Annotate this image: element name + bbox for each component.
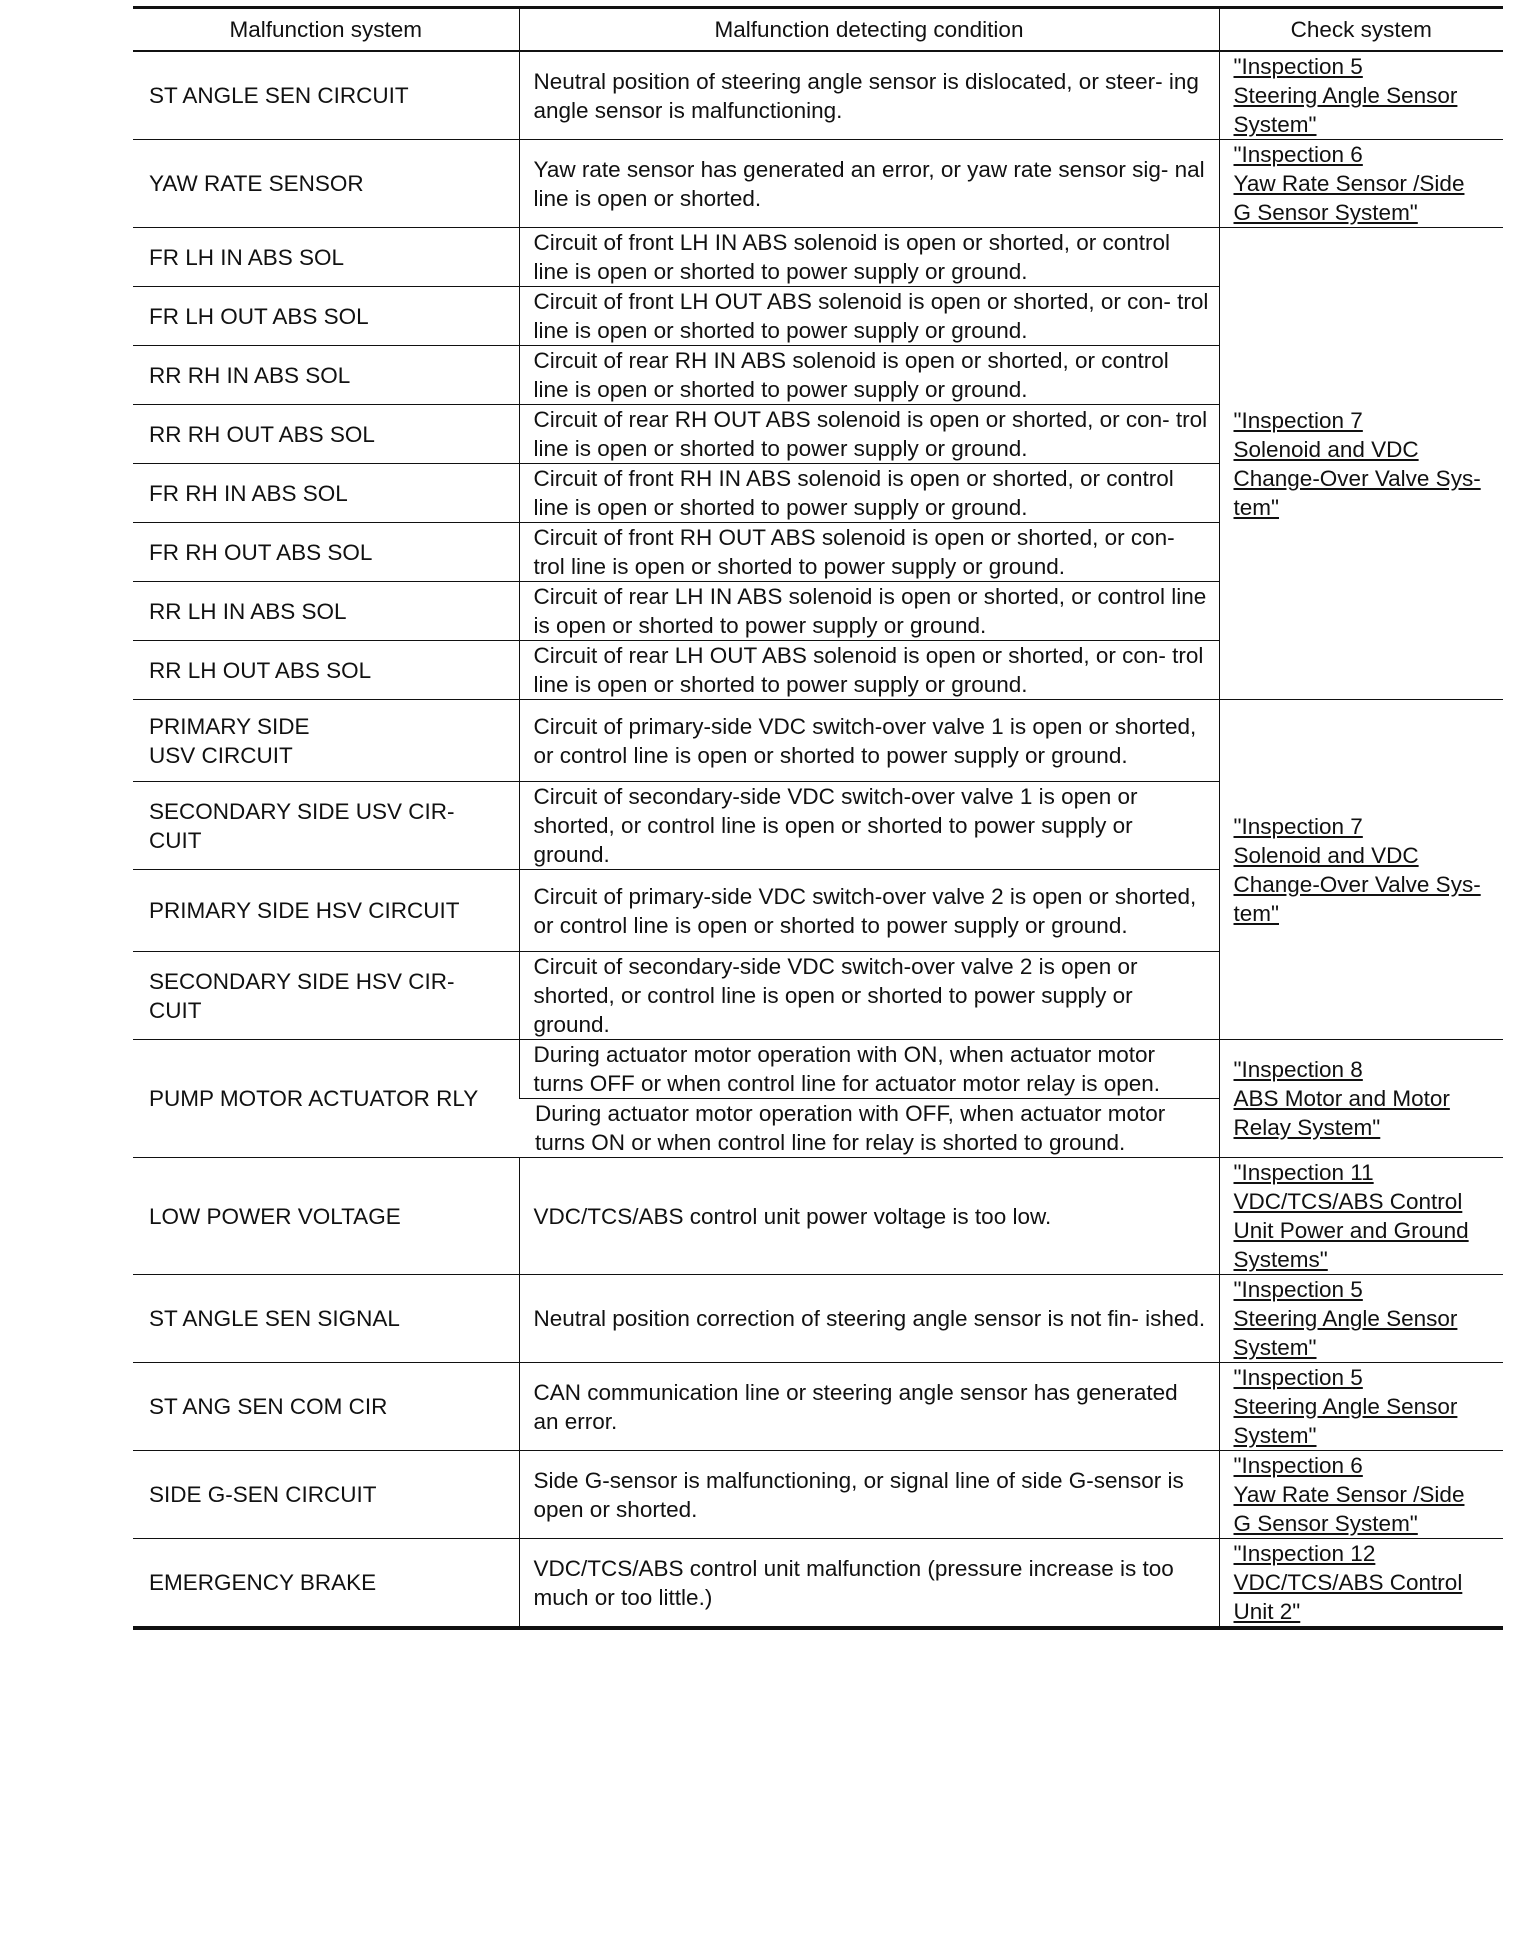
malfunction-system-cell [133,641,519,700]
header-detecting-condition: Malfunction detecting condition [519,8,1219,52]
malfunction-system-line: PRIMARY SIDE [149,713,310,739]
check-system-link-text[interactable] [1234,1055,1498,1142]
malfunction-system-cell [133,346,519,405]
check-system-line[interactable]: "Inspection 12 [1233,1541,1376,1566]
malfunction-system-line: PRIMARY SIDE HSV CIRCUIT [149,898,460,923]
malfunction-system-cell [133,700,519,782]
check-system-link-text[interactable] [1234,1275,1498,1362]
check-system-line[interactable]: "Inspection 5 [1233,54,1363,79]
malfunction-system-line: ST ANG SEN COM CIR [149,1394,388,1419]
detecting-condition-cell: Circuit of front LH IN ABS solenoid is open or shorted, or control line is open or shorted to power supply or ground. [519,228,1219,287]
malfunction-system-line: RR LH IN ABS SOL [149,598,347,624]
check-system-link-text[interactable] [1234,1363,1498,1450]
detecting-condition-cell: During actuator motor operation with OFF, when actuator motor turns ON or when control line for relay is shorted to ground. [519,1099,1219,1158]
check-system-line[interactable]: "Inspection 7 [1233,813,1363,839]
malfunction-system-line: EMERGENCY BRAKE [149,1570,377,1595]
check-system-line[interactable]: "Inspection 5 [1233,1277,1363,1302]
detecting-condition-cell: Circuit of front RH OUT ABS solenoid is open or shorted, or con- trol line is open or shorted to power supply or ground. [519,523,1219,582]
malfunction-system-line: PUMP MOTOR ACTUATOR RLY [149,1086,479,1111]
table-row [133,1451,1503,1539]
check-system-line[interactable]: Yaw Rate Sensor /Side [1233,1482,1465,1507]
detecting-condition-cell: Circuit of rear LH IN ABS solenoid is open or shorted, or control line is open or shorted to power supply or ground. [519,582,1219,641]
malfunction-system-line: SIDE G-SEN CIRCUIT [149,1482,377,1507]
detecting-condition-cell: VDC/TCS/ABS control unit malfunction (pressure increase is too much or too little.) [519,1539,1219,1629]
check-system-link-text[interactable] [1234,1158,1498,1274]
check-system-link[interactable] [1219,700,1503,1040]
malfunction-system-cell [133,287,519,346]
check-system-line[interactable]: System" [1233,112,1317,137]
check-system-line[interactable]: Systems" [1233,1247,1328,1272]
detecting-condition-cell: CAN communication line or steering angle sensor has generated an error. [519,1363,1219,1451]
detecting-condition-cell: Circuit of secondary-side VDC switch-over valve 2 is open or shorted, or control line is open or shorted to power supply or ground. [519,952,1219,1040]
detecting-condition-cell: Circuit of rear LH OUT ABS solenoid is open or shorted, or con- trol line is open or shorted to power supply or ground. [519,641,1219,700]
check-system-link-text[interactable] [1234,52,1498,139]
table-row [133,1275,1503,1363]
detecting-condition-cell: Circuit of primary-side VDC switch-over valve 1 is open or shorted, or control line is open or shorted to power supply or ground. [519,700,1219,782]
check-system-link[interactable] [1219,1363,1503,1451]
malfunction-system-line: ST ANGLE SEN CIRCUIT [149,83,409,108]
detecting-condition-cell: Side G-sensor is malfunctioning, or signal line of side G-sensor is open or shorted. [519,1451,1219,1539]
check-system-line[interactable]: "Inspection 6 [1233,142,1363,167]
check-system-line[interactable]: Steering Angle Sensor [1233,83,1458,108]
malfunction-system-line: YAW RATE SENSOR [149,171,364,196]
check-system-link[interactable] [1219,1539,1503,1629]
check-system-line[interactable]: G Sensor System" [1233,1511,1418,1536]
check-system-line[interactable]: ABS Motor and Motor [1233,1086,1450,1111]
malfunction-system-cell [133,464,519,523]
check-system-line[interactable]: "Inspection 5 [1233,1365,1363,1390]
check-system-link[interactable] [1219,1275,1503,1363]
malfunction-table [133,6,1503,1630]
malfunction-system-line: FR LH OUT ABS SOL [149,303,369,329]
check-system-line[interactable]: VDC/TCS/ABS Control [1233,1570,1463,1595]
check-system-line[interactable]: Yaw Rate Sensor /Side [1233,171,1465,196]
check-system-line[interactable]: G Sensor System" [1233,200,1418,225]
table-header-row [133,8,1503,52]
detecting-condition-cell: Circuit of front LH OUT ABS solenoid is open or shorted, or con- trol line is open or shorted to power supply or ground. [519,287,1219,346]
malfunction-system-cell [133,1158,519,1275]
check-system-line[interactable]: Unit Power and Ground [1233,1218,1469,1243]
malfunction-system-line: CUIT [149,997,202,1023]
check-system-line[interactable]: "Inspection 8 [1233,1057,1363,1082]
check-system-line[interactable]: Steering Angle Sensor [1233,1306,1458,1331]
check-system-link-text[interactable] [1234,1451,1498,1538]
header-check-system: Check system [1219,8,1503,52]
table-row [133,1040,1503,1099]
detecting-condition-cell: Neutral position of steering angle sensor is dislocated, or steer- ing angle sensor is malfunctioning. [519,51,1219,140]
table-row [133,1363,1503,1451]
check-system-line[interactable]: System" [1233,1335,1317,1360]
malfunction-system-cell [133,1539,519,1629]
detecting-condition-cell: Circuit of rear RH IN ABS solenoid is open or shorted, or control line is open or shorted to power supply or ground. [519,346,1219,405]
check-system-line[interactable]: System" [1233,1423,1317,1448]
malfunction-system-cell [133,51,519,140]
check-system-link-text[interactable] [1234,406,1498,522]
detecting-condition-cell: Circuit of primary-side VDC switch-over valve 2 is open or shorted, or control line is open or shorted to power supply or ground. [519,870,1219,952]
check-system-line[interactable]: tem" [1233,494,1279,520]
malfunction-system-cell [133,870,519,952]
check-system-link[interactable] [1219,1040,1503,1158]
header-malfunction-system: Malfunction system [133,8,519,52]
check-system-line[interactable]: Steering Angle Sensor [1233,1394,1458,1419]
malfunction-system-line: CUIT [149,827,202,853]
malfunction-system-line: FR RH IN ABS SOL [149,480,348,506]
check-system-line[interactable]: "Inspection 6 [1233,1453,1363,1478]
check-system-line[interactable]: Change-Over Valve Sys- [1233,465,1481,491]
malfunction-system-cell [133,1275,519,1363]
detecting-condition-cell: Circuit of secondary-side VDC switch-over valve 1 is open or shorted, or control line is open or shorted to power supply or ground. [519,782,1219,870]
malfunction-system-line: SECONDARY SIDE HSV CIR- [149,968,455,994]
check-system-line[interactable]: "Inspection 11 [1233,1160,1374,1185]
detecting-condition-cell: Yaw rate sensor has generated an error, or yaw rate sensor sig- nal line is open or shorted. [519,140,1219,228]
malfunction-system-line: LOW POWER VOLTAGE [149,1203,401,1229]
table-row [133,1539,1503,1629]
check-system-link[interactable] [1219,1451,1503,1539]
malfunction-system-line: SECONDARY SIDE USV CIR- [149,798,455,824]
check-system-line[interactable]: Solenoid and VDC [1233,436,1419,462]
malfunction-system-cell [133,140,519,228]
table-row [133,140,1503,228]
malfunction-system-cell [133,228,519,287]
check-system-link[interactable] [1219,1158,1503,1275]
malfunction-system-line: RR RH OUT ABS SOL [149,421,375,447]
table-row [133,700,1503,782]
detecting-condition-cell: Circuit of front RH IN ABS solenoid is open or shorted, or control line is open or shorted to power supply or ground. [519,464,1219,523]
table-row [133,51,1503,140]
check-system-link-text[interactable] [1234,140,1498,227]
malfunction-system-line: RR RH IN ABS SOL [149,362,351,388]
malfunction-system-cell [133,1363,519,1451]
check-system-link[interactable] [1219,228,1503,700]
check-system-link[interactable] [1219,140,1503,228]
malfunction-system-cell [133,405,519,464]
check-system-link-text[interactable] [1234,812,1498,928]
detecting-condition-cell: Neutral position correction of steering angle sensor is not fin- ished. [519,1275,1219,1363]
malfunction-system-cell [133,952,519,1040]
table-row [133,1158,1503,1275]
malfunction-system-line: USV CIRCUIT [149,742,293,768]
malfunction-system-cell [133,782,519,870]
check-system-line[interactable]: Unit 2" [1233,1599,1301,1624]
check-system-line[interactable]: tem" [1233,900,1279,926]
check-system-line[interactable]: Change-Over Valve Sys- [1233,871,1481,897]
check-system-line[interactable]: "Inspection 7 [1233,407,1363,433]
malfunction-system-line: ST ANGLE SEN SIGNAL [149,1306,400,1331]
check-system-link-text[interactable] [1234,1539,1498,1626]
malfunction-system-cell [133,1040,519,1158]
malfunction-system-line: RR LH OUT ABS SOL [149,657,372,683]
check-system-link[interactable] [1219,51,1503,140]
detecting-condition-cell: Circuit of rear RH OUT ABS solenoid is open or shorted, or con- trol line is open or shorted to power supply or ground. [519,405,1219,464]
check-system-line[interactable]: VDC/TCS/ABS Control [1233,1189,1463,1214]
detecting-condition-cell: During actuator motor operation with ON, when actuator motor turns OFF or when control line for actuator motor relay is open. [519,1040,1219,1099]
malfunction-system-line: FR RH OUT ABS SOL [149,539,373,565]
check-system-line[interactable]: Solenoid and VDC [1233,842,1419,868]
malfunction-system-cell [133,1451,519,1539]
malfunction-system-line: FR LH IN ABS SOL [149,244,345,270]
malfunction-system-cell [133,523,519,582]
table-row [133,228,1503,287]
malfunction-system-cell [133,582,519,641]
table-body [133,51,1503,1628]
check-system-line[interactable]: Relay System" [1233,1115,1381,1140]
detecting-condition-cell: VDC/TCS/ABS control unit power voltage is too low. [519,1158,1219,1275]
